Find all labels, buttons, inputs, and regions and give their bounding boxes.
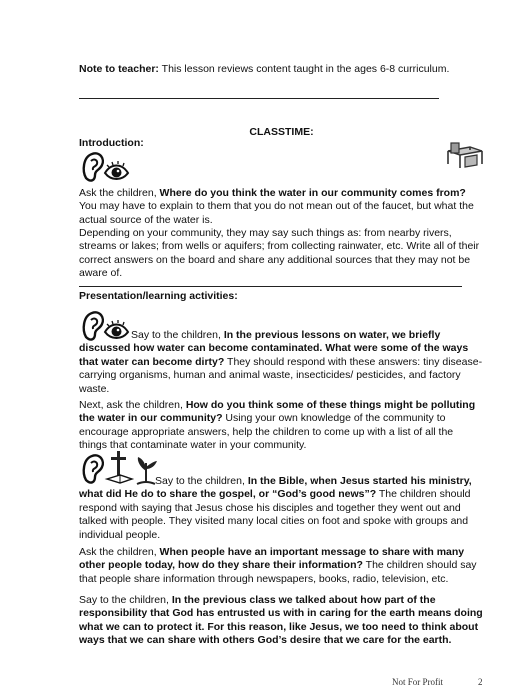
page-number: 2 [478, 677, 483, 687]
note-label: Note to teacher: [79, 63, 159, 75]
presentation-paragraph-5: Say to the children, In the previous class we talked about how part of the responsibility that God has entrusted us with in caring for the earth means doing what we can to protect it. For this reason, like Jesus, we too need to think about ways that we can share with others God’s desire that we care for the earth. [79, 594, 483, 647]
classtime-heading: CLASSTIME: [249, 126, 314, 138]
presentation-paragraph-1: Say to the children, In the previous lessons on water, we briefly discussed how water can become contaminated. What were some of the ways that water can become dirty? They should respond with these answers: tiny disease-carrying organisms, human and animal waste, insecticides/ pesticides, and factory waste. [79, 329, 483, 395]
intro-paragraph-1: Ask the children, Where do you think the water in our community comes from? You may have to explain to them that you do not mean out of the faucet, but what the actual source of the water is. [79, 187, 474, 226]
note-to-teacher [79, 63, 484, 76]
note-text: This lesson reviews content taught in the ages 6-8 curriculum. [158, 63, 450, 75]
presentation-heading: Presentation/learning activities: [79, 290, 238, 302]
introduction-heading: Introduction: [79, 137, 144, 149]
presentation-paragraph-4: Ask the children, When people have an important message to share with many other people today, how do they share their information? The children should say that people share information through newspapers, books, radio, television, etc. [79, 546, 477, 585]
presentation-paragraph-3: Say to the children, In the Bible, when Jesus started his ministry, what did He do to share the gospel, or “God’s good news”? The children should respond with saying that Jesus chose his disciples and together they went out and talked with people. They visited many local cities on foot and spoke with groups and individual people. [79, 475, 472, 541]
divider [79, 98, 439, 99]
divider [79, 286, 462, 287]
desk-icon [445, 141, 485, 171]
presentation-paragraph-2: Next, ask the children, How do you think some of these things might be polluting the water in our community? Using your own knowledge of the community to encourage appropriate answers, help the children to come up with a list of all the things that contaminate water in your community. [79, 399, 476, 452]
intro-paragraph-2: Depending on your community, they may say such things as: from nearby rivers, streams or lakes; from wells or aquifers; from collecting rainwater, etc. Write all of their correct answers on the board and share any additional sources that they may not be aware of. [79, 227, 480, 280]
ear-eye-icon [80, 151, 130, 185]
footer-text: Not For Profit [392, 677, 444, 687]
